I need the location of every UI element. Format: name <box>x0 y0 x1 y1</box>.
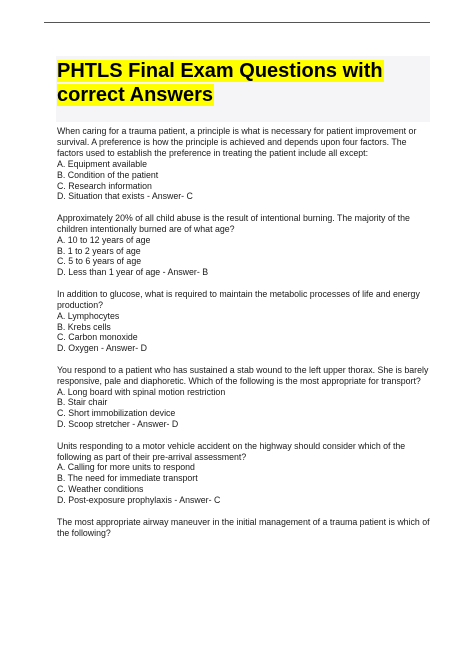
answer-option: A. Lymphocytes <box>57 310 120 321</box>
question-list <box>57 126 431 549</box>
document-title <box>57 59 417 107</box>
question-2 <box>57 213 431 278</box>
question-text: The most appropriate airway maneuver in the initial management of a trauma patient is which of the following? <box>57 516 430 538</box>
answer-option: B. Condition of the patient <box>57 169 159 180</box>
question-text: You respond to a patient who has sustained a stab wound to the left upper thorax. She is barely responsive, pale and diaphoretic. Which of the following is the most appropriate for transport? <box>57 364 429 386</box>
title-line-1: PHTLS Final Exam Questions with <box>57 60 383 82</box>
answer-option: C. Weather conditions <box>57 484 144 495</box>
answer-option: B. Krebs cells <box>57 321 111 332</box>
answer-option: C. Short immobilization device <box>57 408 176 419</box>
answer-option: A. 10 to 12 years of age <box>57 234 151 245</box>
answer-option: B. Stair chair <box>57 397 108 408</box>
answer-option: D. Scoop stretcher - Answer- D <box>57 419 179 430</box>
answer-option: C. Carbon monoxide <box>57 332 138 343</box>
question-text: Units responding to a motor vehicle accident on the highway should consider which of the following as part of their pre-arrival assessment? <box>57 440 406 462</box>
question-4 <box>57 365 431 430</box>
answer-option: D. Less than 1 year of age - Answer- B <box>57 267 209 278</box>
question-6 <box>57 517 431 539</box>
answer-option: A. Equipment available <box>57 158 147 169</box>
question-3 <box>57 289 431 354</box>
answer-option: C. 5 to 6 years of age <box>57 256 142 267</box>
question-text: When caring for a trauma patient, a principle is what is necessary for patient improvement or survival. A preference is how the principle is achieved and depends upon four factors. The factors used to establish the preference in treating the patient include all except: <box>57 126 417 158</box>
title-line-2: correct Answers <box>57 84 213 106</box>
top-divider <box>44 22 430 23</box>
answer-option: C. Research information <box>57 180 152 191</box>
answer-option: A. Calling for more units to respond <box>57 462 195 473</box>
question-text: Approximately 20% of all child abuse is the result of intentional burning. The majority of the children intentionally burned are of what age? <box>57 212 410 234</box>
answer-option: D. Oxygen - Answer- D <box>57 343 147 354</box>
question-1 <box>57 126 431 202</box>
answer-option: B. The need for immediate transport <box>57 473 198 484</box>
question-5 <box>57 441 431 506</box>
answer-option: B. 1 to 2 years of age <box>57 245 141 256</box>
answer-option: A. Long board with spinal motion restriction <box>57 386 226 397</box>
answer-option: D. Situation that exists - Answer- C <box>57 191 193 202</box>
question-text: In addition to glucose, what is required to maintain the metabolic processes of life and energy production? <box>57 288 420 310</box>
answer-option: D. Post-exposure prophylaxis - Answer- C <box>57 495 221 506</box>
